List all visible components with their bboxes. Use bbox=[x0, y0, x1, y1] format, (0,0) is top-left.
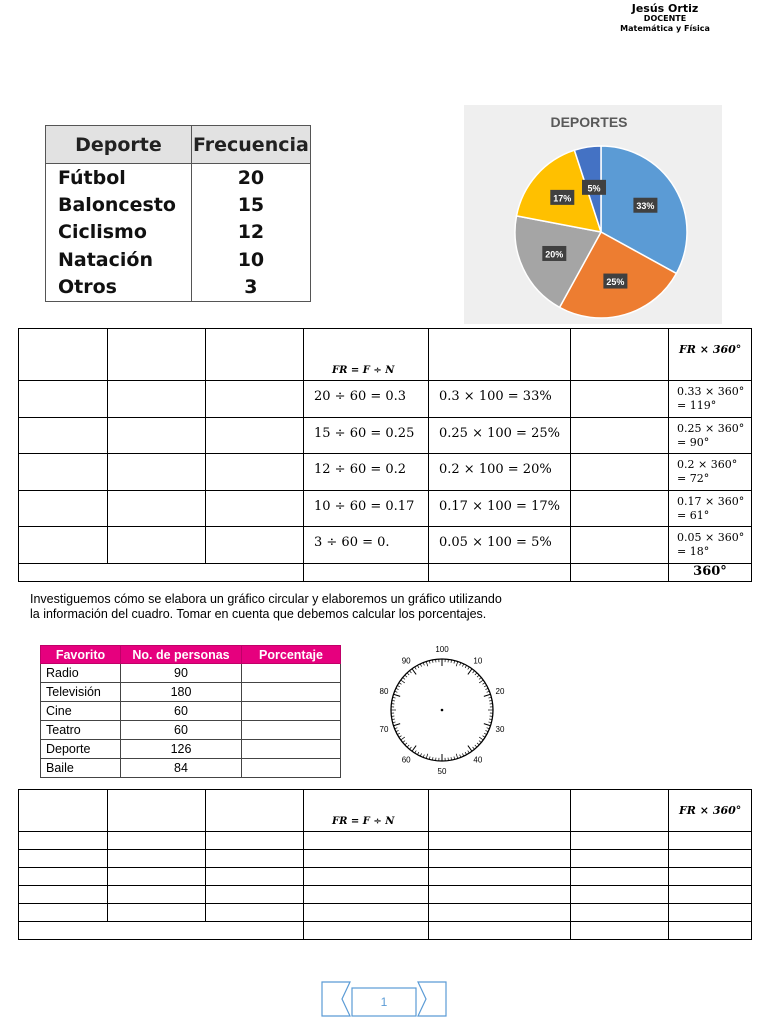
empty-cell bbox=[19, 563, 304, 581]
protractor-center bbox=[441, 709, 444, 712]
protractor-tick bbox=[456, 661, 458, 666]
empty-cell bbox=[108, 417, 206, 454]
table-row bbox=[19, 850, 752, 868]
protractor-label: 60 bbox=[401, 755, 411, 765]
protractor-tick bbox=[475, 673, 477, 675]
protractor-tick bbox=[475, 745, 477, 747]
empty-cell bbox=[108, 329, 206, 381]
table-row bbox=[46, 164, 311, 192]
empty-cell bbox=[429, 563, 571, 581]
degrees-cell bbox=[669, 454, 752, 491]
empty-cell bbox=[206, 381, 304, 418]
sport-frequency: 15 bbox=[191, 191, 310, 219]
protractor-tick bbox=[465, 665, 466, 668]
pie-chart-panel bbox=[464, 105, 722, 324]
degrees-result: = 90° bbox=[677, 435, 710, 449]
slice-label: 17% bbox=[553, 193, 572, 204]
empty-cell bbox=[304, 904, 429, 922]
empty-cell bbox=[19, 381, 108, 418]
protractor-tick bbox=[426, 661, 428, 666]
favorito-name: Cine bbox=[41, 702, 121, 721]
sport-name: Fútbol bbox=[46, 164, 192, 192]
empty-cell bbox=[429, 790, 571, 832]
empty-cell bbox=[429, 868, 571, 886]
fr-value: 3 ÷ 60 = 0. bbox=[304, 527, 429, 564]
empty-cell bbox=[304, 868, 429, 886]
empty-cell bbox=[429, 329, 571, 381]
table-row bbox=[41, 664, 341, 683]
page-number-ribbon bbox=[320, 978, 448, 1020]
personas-count: 60 bbox=[121, 702, 242, 721]
fr-value: 20 ÷ 60 = 0.3 bbox=[304, 381, 429, 418]
empty-cell bbox=[19, 922, 304, 940]
sport-frequency: 12 bbox=[191, 219, 310, 247]
empty-cell bbox=[429, 850, 571, 868]
porcentaje-cell bbox=[242, 683, 341, 702]
sport-frequency: 10 bbox=[191, 246, 310, 274]
protractor-tick bbox=[405, 675, 407, 677]
col-header-porcentaje: Porcentaje bbox=[242, 646, 341, 664]
empty-cell bbox=[571, 563, 669, 581]
protractor-tick bbox=[483, 736, 486, 738]
empty-cell bbox=[108, 904, 206, 922]
protractor-tick bbox=[479, 741, 481, 743]
porcentaje-cell bbox=[242, 702, 341, 721]
empty-cell bbox=[19, 832, 108, 850]
empty-cell bbox=[19, 904, 108, 922]
table-row bbox=[19, 490, 752, 527]
fr-value: 15 ÷ 60 = 0.25 bbox=[304, 417, 429, 454]
percent-value: 0.2 × 100 = 20% bbox=[429, 454, 571, 491]
table-row bbox=[19, 527, 752, 564]
page-number: 1 bbox=[380, 995, 388, 1009]
deg-header: FR × 360° bbox=[669, 329, 752, 381]
empty-cell bbox=[206, 490, 304, 527]
empty-cell bbox=[669, 850, 752, 868]
protractor-tick bbox=[479, 677, 481, 679]
degrees-formula: 0.17 × 360° bbox=[677, 494, 745, 508]
protractor-tick bbox=[483, 683, 486, 685]
protractor-tick bbox=[403, 677, 405, 679]
empty-cell bbox=[206, 329, 304, 381]
empty-cell bbox=[19, 527, 108, 564]
protractor-tick bbox=[484, 685, 487, 686]
table-row bbox=[46, 246, 311, 274]
percent-value: 0.17 × 100 = 17% bbox=[429, 490, 571, 527]
protractor-tick bbox=[399, 736, 402, 738]
empty-cell bbox=[108, 886, 206, 904]
protractor-tick bbox=[415, 667, 417, 670]
degrees-result: = 119° bbox=[677, 399, 717, 412]
protractor-tick bbox=[397, 685, 400, 686]
protractor-tick bbox=[484, 733, 487, 734]
sport-frequency: 20 bbox=[191, 164, 310, 192]
table-row bbox=[19, 832, 752, 850]
empty-cell bbox=[669, 868, 752, 886]
protractor-tick bbox=[456, 754, 458, 759]
empty-cell bbox=[669, 904, 752, 922]
protractor-tick bbox=[468, 751, 470, 754]
table-row bbox=[19, 381, 752, 418]
personas-count: 180 bbox=[121, 683, 242, 702]
protractor-tick bbox=[479, 737, 483, 740]
table-row bbox=[41, 740, 341, 759]
table-row bbox=[41, 683, 341, 702]
protractor-tick bbox=[477, 675, 479, 677]
sport-frequency: 3 bbox=[191, 274, 310, 302]
protractor-label: 30 bbox=[495, 724, 505, 734]
table-row bbox=[19, 790, 752, 832]
empty-cell bbox=[206, 886, 304, 904]
protractor-tick bbox=[473, 671, 475, 673]
col-header-frecuencia: Frecuencia bbox=[191, 126, 310, 164]
instructions-line-2: la información del cuadro. Tomar en cuenta que debemos calcular los porcentajes. bbox=[30, 607, 487, 621]
degrees-cell bbox=[669, 527, 752, 564]
protractor-tick bbox=[479, 680, 483, 683]
fr-value: 12 ÷ 60 = 0.2 bbox=[304, 454, 429, 491]
degrees-result: = 18° bbox=[677, 545, 710, 558]
table-row bbox=[19, 329, 752, 381]
empty-cell bbox=[571, 381, 669, 418]
sport-name: Otros bbox=[46, 274, 192, 302]
teacher-subject: Matemática y Física bbox=[620, 24, 710, 33]
empty-cell bbox=[571, 527, 669, 564]
slice-label: 20% bbox=[545, 249, 564, 260]
empty-cell bbox=[206, 868, 304, 886]
porcentaje-cell bbox=[242, 740, 341, 759]
protractor-tick bbox=[468, 746, 472, 752]
col-header-personas: No. de personas bbox=[121, 646, 242, 664]
col-header-favorito: Favorito bbox=[41, 646, 121, 664]
sport-name: Ciclismo bbox=[46, 219, 192, 247]
protractor-label: 70 bbox=[379, 724, 389, 734]
protractor-tick bbox=[415, 751, 417, 754]
protractor-tick bbox=[399, 683, 402, 685]
table-row bbox=[46, 274, 311, 302]
table-row bbox=[41, 759, 341, 778]
table-row bbox=[41, 721, 341, 740]
empty-cell bbox=[429, 832, 571, 850]
empty-cell bbox=[206, 904, 304, 922]
empty-cell bbox=[206, 850, 304, 868]
empty-cell bbox=[304, 832, 429, 850]
empty-cell bbox=[429, 886, 571, 904]
col-header-deporte: Deporte bbox=[46, 126, 192, 164]
degrees-formula: 0.33 × 360° bbox=[677, 385, 745, 398]
empty-cell bbox=[19, 417, 108, 454]
percent-value: 0.25 × 100 = 25% bbox=[429, 417, 571, 454]
empty-cell bbox=[108, 527, 206, 564]
deg-header: FR × 360° bbox=[669, 790, 752, 832]
empty-cell bbox=[108, 850, 206, 868]
chart-title: DEPORTES bbox=[550, 114, 628, 130]
degrees-formula: 0.2 × 360° bbox=[677, 458, 738, 471]
empty-cell bbox=[669, 922, 752, 940]
protractor-tick bbox=[409, 747, 411, 749]
empty-cell bbox=[206, 454, 304, 491]
empty-cell bbox=[571, 868, 669, 886]
protractor-tick bbox=[468, 667, 470, 670]
protractor-tick bbox=[484, 724, 491, 726]
empty-cell bbox=[206, 417, 304, 454]
protractor-label: 90 bbox=[401, 656, 411, 666]
table-row-total bbox=[19, 922, 752, 940]
empty-cell bbox=[19, 850, 108, 868]
slice-label: 25% bbox=[606, 277, 625, 288]
empty-cell bbox=[571, 850, 669, 868]
personas-count: 126 bbox=[121, 740, 242, 759]
protractor-tick bbox=[426, 754, 428, 759]
porcentaje-cell bbox=[242, 759, 341, 778]
ribbon-left-tail bbox=[322, 982, 350, 1016]
protractor-tick bbox=[473, 747, 475, 749]
protractor-label: 20 bbox=[495, 687, 505, 697]
percent-value: 0.05 × 100 = 5% bbox=[429, 527, 571, 564]
pie-chart bbox=[464, 105, 722, 324]
empty-cell bbox=[108, 832, 206, 850]
empty-cell bbox=[19, 886, 108, 904]
empty-cell bbox=[571, 417, 669, 454]
protractor-tick bbox=[468, 669, 472, 675]
calc-table-2 bbox=[18, 789, 752, 940]
protractor-tick bbox=[397, 733, 400, 734]
sport-name: Natación bbox=[46, 246, 192, 274]
instructions-line-1: Investiguemos cómo se elabora un gráfico circular y elaboremos un gráfico utilizando bbox=[30, 592, 502, 606]
protractor-tick bbox=[417, 752, 418, 755]
protractor-label: 80 bbox=[379, 687, 389, 697]
protractor-tick bbox=[477, 743, 479, 745]
protractor-tick bbox=[403, 741, 405, 743]
slice-label: 33% bbox=[636, 201, 655, 212]
protractor-tick bbox=[401, 737, 405, 740]
empty-cell bbox=[206, 832, 304, 850]
protractor-tick bbox=[484, 694, 491, 696]
protractor-label: 50 bbox=[437, 767, 447, 776]
degrees-result: = 72° bbox=[677, 472, 710, 485]
table-row bbox=[46, 219, 311, 247]
empty-cell bbox=[304, 563, 429, 581]
empty-cell bbox=[108, 790, 206, 832]
protractor-tick bbox=[393, 724, 400, 726]
empty-cell bbox=[571, 922, 669, 940]
empty-cell bbox=[304, 922, 429, 940]
favorito-name: Deporte bbox=[41, 740, 121, 759]
protractor-tick bbox=[407, 673, 409, 675]
empty-cell bbox=[571, 490, 669, 527]
fr-value: 10 ÷ 60 = 0.17 bbox=[304, 490, 429, 527]
empty-cell bbox=[669, 886, 752, 904]
empty-cell bbox=[19, 454, 108, 491]
table-row bbox=[19, 417, 752, 454]
protractor-tick bbox=[407, 745, 409, 747]
empty-cell bbox=[19, 329, 108, 381]
instructions bbox=[30, 592, 502, 622]
protractor-circle bbox=[372, 643, 512, 778]
empty-cell bbox=[206, 790, 304, 832]
table-row bbox=[46, 191, 311, 219]
protractor-label: 10 bbox=[473, 656, 483, 666]
percent-value: 0.3 × 100 = 33% bbox=[429, 381, 571, 418]
protractor-tick bbox=[393, 694, 400, 696]
favorito-name: Baile bbox=[41, 759, 121, 778]
protractor-tick bbox=[405, 743, 407, 745]
empty-cell bbox=[19, 790, 108, 832]
empty-cell bbox=[19, 490, 108, 527]
slice-label: 5% bbox=[587, 183, 601, 194]
protractor-tick bbox=[412, 746, 416, 752]
favorito-table bbox=[40, 645, 341, 778]
favorito-name: Radio bbox=[41, 664, 121, 683]
table-row-total bbox=[19, 563, 752, 581]
ribbon-right-tail bbox=[418, 982, 446, 1016]
protractor-tick bbox=[417, 665, 418, 668]
table-row bbox=[41, 702, 341, 721]
empty-cell bbox=[304, 850, 429, 868]
personas-count: 90 bbox=[121, 664, 242, 683]
empty-cell bbox=[429, 922, 571, 940]
empty-cell bbox=[108, 868, 206, 886]
empty-cell bbox=[571, 904, 669, 922]
table-row bbox=[19, 904, 752, 922]
table-row bbox=[19, 454, 752, 491]
protractor-tick bbox=[412, 669, 416, 675]
degrees-formula: 0.05 × 360° bbox=[677, 531, 745, 544]
calc-table-1 bbox=[18, 328, 752, 582]
personas-count: 60 bbox=[121, 721, 242, 740]
degrees-cell bbox=[669, 381, 752, 418]
degrees-result: = 61° bbox=[677, 508, 710, 522]
table-row bbox=[19, 886, 752, 904]
empty-cell bbox=[669, 832, 752, 850]
personas-count: 84 bbox=[121, 759, 242, 778]
empty-cell bbox=[429, 904, 571, 922]
sport-name: Baloncesto bbox=[46, 191, 192, 219]
degrees-cell bbox=[669, 417, 752, 454]
fr-header: FR = F ÷ N bbox=[304, 790, 429, 832]
empty-cell bbox=[108, 454, 206, 491]
table-row bbox=[19, 868, 752, 886]
empty-cell bbox=[206, 527, 304, 564]
protractor-tick bbox=[401, 680, 405, 683]
porcentaje-cell bbox=[242, 721, 341, 740]
deportes-table bbox=[45, 125, 311, 302]
empty-cell bbox=[304, 886, 429, 904]
empty-cell bbox=[571, 329, 669, 381]
protractor-tick bbox=[465, 752, 466, 755]
protractor-label: 40 bbox=[473, 755, 483, 765]
protractor-label: 100 bbox=[435, 645, 449, 654]
empty-cell bbox=[19, 868, 108, 886]
protractor-tick bbox=[409, 671, 411, 673]
total-degrees: 360° bbox=[669, 563, 752, 581]
teacher-role: DOCENTE bbox=[643, 14, 687, 23]
empty-cell bbox=[571, 790, 669, 832]
empty-cell bbox=[571, 832, 669, 850]
degrees-cell bbox=[669, 490, 752, 527]
porcentaje-cell bbox=[242, 664, 341, 683]
favorito-name: Televisión bbox=[41, 683, 121, 702]
empty-cell bbox=[108, 381, 206, 418]
empty-cell bbox=[108, 490, 206, 527]
empty-cell bbox=[571, 886, 669, 904]
teacher-name: Jesús Ortiz bbox=[631, 2, 699, 15]
fr-header: FR = F ÷ N bbox=[304, 329, 429, 381]
teacher-header bbox=[610, 4, 720, 34]
empty-cell bbox=[571, 454, 669, 491]
degrees-formula: 0.25 × 360° bbox=[677, 421, 745, 435]
favorito-name: Teatro bbox=[41, 721, 121, 740]
